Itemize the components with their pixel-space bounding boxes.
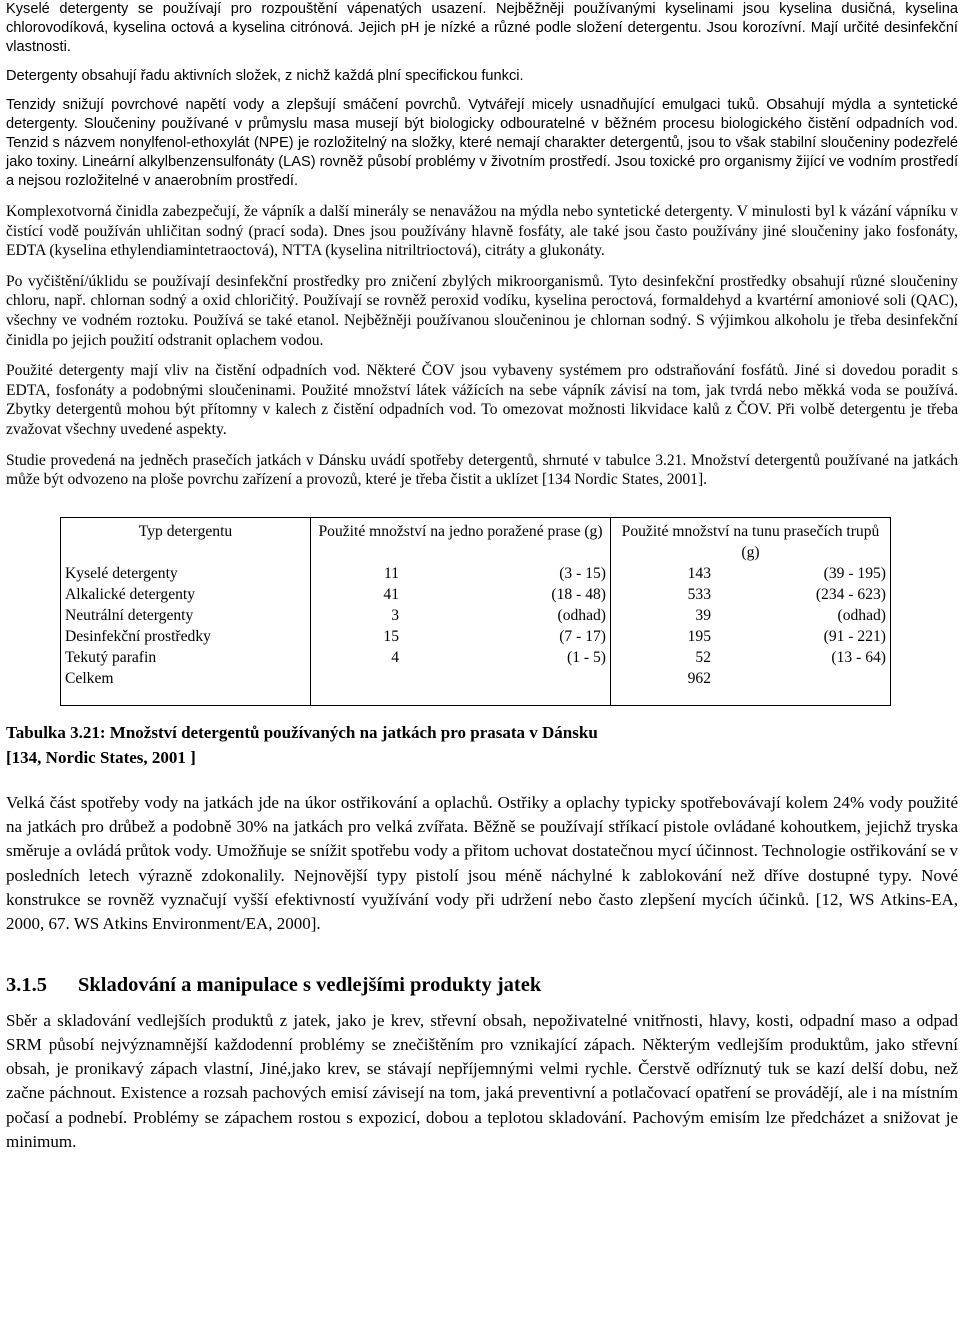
per-pig-cell xyxy=(311,668,611,706)
table-row xyxy=(61,668,891,706)
detergent-type: Tekutý parafin xyxy=(61,647,311,668)
per-ton-values xyxy=(615,647,886,668)
detergent-type: Celkem xyxy=(61,668,311,706)
per-pig-cell xyxy=(311,647,611,668)
header-per-pig: Použité množství na jedno poražené prase (g) xyxy=(311,517,611,563)
per-ton-cell xyxy=(611,563,891,584)
per-ton-cell xyxy=(611,626,891,647)
table-row xyxy=(61,626,891,647)
per-ton-value: 195 xyxy=(687,627,711,645)
section-heading xyxy=(6,973,958,997)
per-pig-range: (odhad) xyxy=(557,606,606,624)
per-pig-range: (18 - 48) xyxy=(551,585,606,603)
per-ton-range: (91 - 221) xyxy=(823,627,886,645)
per-ton-cell xyxy=(611,668,891,706)
per-ton-values xyxy=(615,584,886,605)
per-ton-range: (234 - 623) xyxy=(815,585,886,603)
disinfectants-paragraph: Po vyčištění/úklidu se používají desinfekční prostředky pro zničení zbylých mikroorganismů. Tyto desinfekční prostředky obsahují různé sloučeniny chloru, např. chlornan sodný a oxid chloričitý. Používají se rovněž peroxid vodíku, kyselina peroctová, formaldehyd a kvartérní amoniové soli (QAC), všechny ve vodném roztoku. Používá se také etanol. Nejběžněji používanou sloučeninou je chlornan sodný. S výjimkou alkoholu je třeba desinfekční činidla po jejich použití odstranit oplachem vodou. xyxy=(6,272,958,349)
per-ton-value: 52 xyxy=(695,648,711,666)
detergent-type: Neutrální detergenty xyxy=(61,605,311,626)
caption-source: [134, Nordic States, 2001 ] xyxy=(6,747,196,767)
study-paragraph: Studie provedená na jedněch prasečích jatkách v Dánsku uvádí spotřeby detergentů, shrnuté v tabulce 3.21. Množství detergentů používané na jatkách může být odvozeno na ploše povrchu zařízení a provozů, které je třeba čistit a uklízet [134 Nordic States, 2001]. xyxy=(6,451,958,489)
complexing-agents-paragraph: Komplexotvorná činidla zabezpečují, že vápník a další minerály se nenavážou na mýdla nebo syntetické detergenty. V minulosti byl k vázání vápníku v čistící vodě používán uhličitan sodný (prací soda). Dnes jsou používány hlavně fosfáty, ale také jsou často používány jiné sloučeniny jako fosfonáty, EDTA (kyselina ethylendiamintetraoctová), NTTA (kyselina nitriltrioctová), citráty a glukonáty. xyxy=(6,203,958,260)
per-pig-value: 15 xyxy=(383,627,399,645)
table-row xyxy=(61,584,891,605)
per-pig-values xyxy=(315,647,606,668)
detergent-type: Kyselé detergenty xyxy=(61,563,311,584)
per-ton-value: 143 xyxy=(687,564,711,582)
per-ton-range xyxy=(774,668,886,689)
detergent-table xyxy=(60,517,891,706)
per-pig-value: 11 xyxy=(383,564,399,582)
per-pig-value: 3 xyxy=(391,606,399,624)
per-ton-range: (13 - 64) xyxy=(831,648,886,666)
section-title: Skladování a manipulace s vedlejšími produkty jatek xyxy=(78,973,542,996)
per-ton-values xyxy=(615,626,886,647)
per-ton-value: 39 xyxy=(695,606,711,624)
per-ton-values xyxy=(615,668,886,689)
per-pig-values xyxy=(315,605,606,626)
table-row xyxy=(61,605,891,626)
storage-paragraph: Sběr a skladování vedlejších produktů z jatek, jako je krev, střevní obsah, nepoživatelné vnitřnosti, hlavy, kosti, odpadní maso a odpad SRM působí nejvýznamnější každodenní problémy se znečištěním pro vznikající zápach. Některým vedlejším produktům, jako střevní obsah, je pronikavý zápach vlastní, Jiné,jako krev, se stávají nepříjemnými velmi rychle. Čerstvě odříznutý tuk se kazí delší dobu, než začne páchnout. Existence a rozsah pachových emisí závisejí na tom, jaká preventivní a potlačovací opatření se provádějí, ale i na místním počasí a podnebí. Problémy se zápachem rostou s expozicí, dobou a teplotou skladování. Pachovým emisím lze předcházet a snižovat je minimum. xyxy=(6,1010,958,1151)
detergent-type: Alkalické detergenty xyxy=(61,584,311,605)
per-ton-cell xyxy=(611,584,891,605)
table-header-row xyxy=(61,517,891,563)
caption-title: Tabulka 3.21: Množství detergentů používaných na jatkách pro prasata v Dánsku xyxy=(6,722,598,742)
per-pig-range: (7 - 17) xyxy=(559,627,606,645)
header-per-ton: Použité množství na tunu prasečích trupů (g) xyxy=(611,517,891,563)
tensides-paragraph: Tenzidy snižují povrchové napětí vody a zlepšují smáčení povrchů. Vytvářejí micely usnadňující emulgaci tuků. Obsahují mýdla a syntetické detergenty. Sloučeniny používané v průmyslu masa musejí být biologicky odbouratelné v běžném procesu biologického čistění odpadních vod. Tenzid s názvem nonylfenol-ethoxylát (NPE) je rozložitelný na složky, které nemají charakter detergentů, jsou to však stabilní sloučeniny podezřelé jako toxiny. Lineární alkylbenzensulfonáty (LAS) rovněž působí problémy v životním prostředí. Jsou toxické pro organismy žijící ve vodním prostředí a nejsou rozložitelné v anaerobním prostředí. xyxy=(6,97,958,189)
per-pig-value: 4 xyxy=(391,648,399,666)
per-ton-cell xyxy=(611,647,891,668)
per-pig-values xyxy=(315,626,606,647)
per-ton-range: (odhad) xyxy=(837,606,886,624)
document-page xyxy=(6,0,958,1154)
section-number: 3.1.5 xyxy=(6,973,47,996)
per-ton-value: 962 xyxy=(687,669,711,687)
per-pig-value: 41 xyxy=(383,585,399,603)
detergent-type: Desinfekční prostředky xyxy=(61,626,311,647)
table-row xyxy=(61,563,891,584)
per-pig-cell xyxy=(311,584,611,605)
per-ton-value: 533 xyxy=(687,585,711,603)
per-ton-cell xyxy=(611,605,891,626)
per-pig-cell xyxy=(311,605,611,626)
table-row xyxy=(61,647,891,668)
per-pig-cell xyxy=(311,626,611,647)
per-pig-range: (1 - 5) xyxy=(567,648,606,666)
acid-detergents-paragraph: Kyselé detergenty se používají pro rozpouštění vápenatých usazení. Nejběžněji používanými kyselinami jsou kyselina dusičná, kyselina chlorovodíková, kyselina octová a kyselina citrónová. Jejich pH je nízké a různé podle složení detergentu. Jsou korozívní. Mají určité desinfekční vlastnosti. xyxy=(6,1,958,55)
per-pig-values xyxy=(315,584,606,605)
table-body xyxy=(61,563,891,706)
per-ton-values xyxy=(615,605,886,626)
per-pig-values xyxy=(315,563,606,584)
wastewater-paragraph: Použité detergenty mají vliv na čistění odpadních vod. Některé ČOV jsou vybaveny systémem pro odstraňování fosfátů. Jiné si dovedou poradit s EDTA, fosfonáty a podobnými sloučeninami. Použité množství látek vážících na sebe vápník závisí na tom, jak tvrdá nebo měkká voda se používá. Zbytky detergentů mohou být přítomny v kalech z čistění odpadních vod. To omezovat možnosti likvidace kalů z ČOV. Při volbě detergentu je třeba zvažovat všechny uvedené aspekty. xyxy=(6,362,958,438)
table-caption xyxy=(6,720,958,770)
per-pig-cell xyxy=(311,563,611,584)
per-ton-range: (39 - 195) xyxy=(823,564,886,582)
detergent-table-wrapper xyxy=(60,517,958,706)
water-paragraph: Velká část spotřeby vody na jatkách jde na úkor ostřikování a oplachů. Ostřiky a oplachy typicky spotřebovávají kolem 24% vody použité na jatkách pro drůbež a podobně 30% na jatkách pro velká zvířata. Běžně se používají stříkací pistole ovládané kohoutkem, jejichž tryska směruje a ovládá průtok vody. Umožňuje se snížit spotřebu vody a přitom uchovat dostatečnou mycí účinnost. Technologie ostřikování se v posledních letech výrazně zdokonalily. Nejnovější typy pistolí jsou méně náchylné k zablokování než dříve dostupné typy. Nové konstrukce se rovněž vyznačují vyšší efektivností využívání vody při udržení nebo často zlepšení mycích účinků. [12, WS Atkins-EA, 2000, 67. WS Atkins Environment/EA, 2000]. xyxy=(6,792,958,934)
per-ton-values xyxy=(615,563,886,584)
components-paragraph: Detergenty obsahují řadu aktivních složek, z nichž každá plní specifickou funkci. xyxy=(6,68,524,84)
header-type: Typ detergentu xyxy=(61,517,311,563)
per-pig-range: (3 - 15) xyxy=(559,564,606,582)
